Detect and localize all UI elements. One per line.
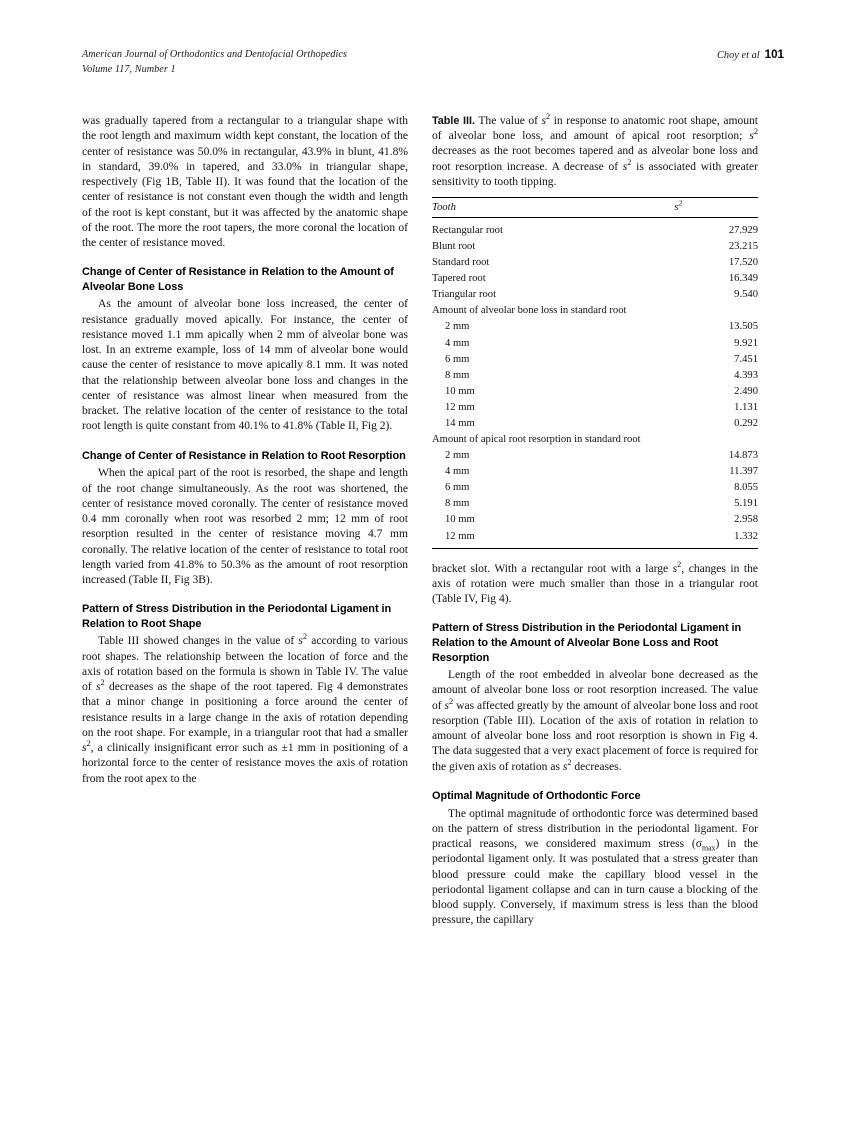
table-iii	[432, 197, 758, 549]
table-row-label: 4 mm	[445, 466, 470, 478]
table-row-value	[641, 432, 758, 448]
heading-stress-distribution-root-shape: Pattern of Stress Distribution in the Periodontal Ligament in Relation to Root Shape	[82, 603, 392, 630]
right-column	[432, 114, 758, 929]
exponent-2: 2	[100, 678, 105, 688]
exponent-2: 2	[567, 757, 572, 767]
table-row-value	[641, 303, 758, 319]
table-row-value: 16.349	[728, 273, 758, 285]
symbol-s: s	[672, 562, 678, 575]
table-row-label: 8 mm	[445, 498, 470, 510]
table-row-label: 2 mm	[445, 450, 470, 462]
table-row-value: 9.921	[734, 337, 758, 349]
paragraph-bracket-slot	[432, 559, 758, 608]
paragraph-root-resorption: When the apical part of the root is resorbed, the shape and length of the root change simultaneously. As the root was shortened, the center of resistance moved coronally. The center of resistance moved 0.4 mm coronally when root was resorbed 2 mm; 12 mm of root resorption resulted in the center of resistance moving 4.7 mm coronally. The relative location of the center of resistance to total root length varied from 41.8% to 50.3% as the amount of root resorption increased (Table II, Fig 3B).	[82, 467, 408, 587]
table-row	[432, 255, 758, 271]
symbol-s: s	[749, 130, 754, 143]
running-head	[82, 48, 784, 84]
volume-issue: Volume 117, Number 1	[82, 63, 176, 75]
text-fragment: , a clinically insignificant error such as ±1 mm in positioning of a horizontal force to the center of resistance moves the axis of rotation from the root apex to the	[82, 742, 408, 785]
table-row-label: Standard root	[432, 257, 490, 269]
table-row-label: Rectangular root	[432, 225, 503, 237]
table-row-value: 9.540	[734, 289, 758, 301]
table-label: Table III.	[432, 115, 476, 127]
table-row	[432, 239, 758, 255]
symbol-s: s	[95, 681, 101, 694]
table-row-label: 6 mm	[445, 482, 470, 494]
text-fragment: Length of the root embedded in alveolar bone decreased as the amount of alveolar bone loss or root resorption increased. The value of	[432, 669, 758, 712]
table-row-value: 2.958	[734, 514, 758, 526]
table-row-label: 12 mm	[445, 401, 475, 413]
table-body	[432, 218, 758, 549]
table-header	[432, 198, 758, 218]
authors-short: Choy et al	[716, 50, 760, 61]
table-row	[432, 480, 758, 496]
journal-title: American Journal of Orthodontics and Dentofacial Orthopedics	[82, 49, 348, 60]
symbol-s: s	[622, 160, 628, 173]
table-row	[432, 218, 758, 239]
symbol-s: s	[562, 760, 568, 773]
table-row	[432, 528, 758, 548]
exponent-2: 2	[449, 696, 454, 706]
symbol-s: s	[541, 115, 547, 127]
paragraph-bone-loss: As the amount of alveolar bone loss increased, the center of resistance gradually moved apically. For instance, the center of resistance moved 1.1 mm apically when 2 mm of alveolar bone was lost. In an extreme example, loss of 14 mm of alveolar bone would cause the center of resistance to move apically 8.1 mm. It was noted that the relationship between alveolar bone loss and changes in the center of resistance was almost linear when measured from the bracket. The relative location of the center of resistance to the total root length is quite constant from 40.1% to 41.8% (Table II, Fig 2).	[82, 298, 408, 433]
table-row-value: 7.451	[734, 353, 758, 365]
table-group-label: Amount of alveolar bone loss in standard root	[432, 305, 627, 317]
table-row-value: 11.397	[729, 466, 758, 478]
exponent-2: 2	[627, 157, 632, 167]
text-fragment: is associated with greater sensitivity to tooth tipping.	[432, 160, 758, 188]
table-row-value: 1.332	[641, 528, 758, 548]
table-row	[432, 464, 758, 480]
symbol-s: s	[82, 742, 87, 755]
subscript-max: max	[701, 843, 716, 853]
table-row-value: 5.191	[734, 498, 758, 510]
text-fragment: decreases as the root becomes tapered and as alveolar bone loss and root resorption increase. A decrease of	[432, 145, 758, 173]
exponent-2: 2	[302, 632, 308, 642]
table-row-value: 2.490	[734, 385, 758, 397]
table-row	[432, 496, 758, 512]
text-fragment: bracket slot. With a rectangular root with a large	[432, 562, 673, 575]
table-bottom-spacer	[432, 549, 758, 562]
heading-stress-distribution-bone-loss-resorption: Pattern of Stress Distribution in the Periodontal Ligament in Relation to the Amount of Alveolar Bone Loss and Root Resorption	[432, 622, 742, 664]
table-row-label: Blunt root	[432, 241, 476, 253]
table-row-label: Tapered root	[432, 273, 486, 285]
table-row-label: Triangular root	[432, 289, 497, 301]
left-column	[82, 114, 408, 787]
text-fragment: was affected greatly by the amount of alveolar bone loss and root resorption (Table III). Location of the axis of rotation in relation to amount of alveolar bone loss and root resorption is shown in Fig 4. The data suggested that a very exact placement of force is required for the given axis of rotation as	[432, 699, 758, 773]
text-fragment: The value of	[475, 115, 542, 127]
table-group-label: Amount of apical root resorption in standard root	[432, 434, 641, 446]
table-row-value: 27.929	[728, 225, 758, 237]
table-row-label: 6 mm	[445, 353, 470, 365]
table-row	[432, 351, 758, 367]
table-row-label: 8 mm	[445, 369, 470, 381]
heading-center-of-resistance-bone-loss: Change of Center of Resistance in Relation to the Amount of Alveolar Bone Loss	[82, 266, 394, 293]
table-row-value: 8.055	[734, 482, 758, 494]
table-row-value: 4.393	[734, 369, 758, 381]
paragraph-root-embedded	[432, 668, 758, 775]
running-head-left	[82, 48, 347, 77]
table-row-label: 14 mm	[445, 417, 475, 429]
table-row-value: 1.131	[734, 401, 758, 413]
table-row-label: 10 mm	[445, 385, 475, 397]
table-row	[432, 335, 758, 351]
text-fragment: , changes in the axis of rotation were much smaller than those in a triangular root (Table IV, Fig 4).	[432, 562, 758, 606]
table-row	[432, 383, 758, 399]
table-caption	[432, 114, 758, 190]
table-row-value: 13.505	[728, 321, 758, 333]
table-row-label: 4 mm	[445, 337, 470, 349]
exponent-2: 2	[86, 739, 91, 749]
table-row	[432, 448, 758, 464]
table-row	[432, 271, 758, 287]
table-row	[432, 399, 758, 415]
table-header-row	[432, 198, 758, 218]
paragraph-continued: was gradually tapered from a rectangular to a triangular shape with the root length and maximum width kept constant, the location of the center of resistance was 50.0% in rectangular, 43.9% in blunt, 41.8% in standard, 39.0% in tapered, and 33.0% in triangular shape, respectively (Fig 1B, Table II). It was found that the location of the center of resistance is not constant even though the width and length of the root is kept constant, but it was affected by the anatomic shape of the root. The more the root tapers, the more coronal the location of the center of resistance moved.	[82, 115, 408, 249]
text-fragment: The optimal magnitude of orthodontic force was determined based on the pattern of stress distribution in the periodontal ligament. For practical reasons, we considered maximum stress (σ	[432, 807, 758, 851]
table-row	[432, 416, 758, 432]
page-number: 101	[764, 48, 784, 61]
symbol-s: s	[444, 699, 450, 712]
table-row	[432, 287, 758, 303]
table-row-value: 14.873	[728, 450, 758, 462]
text-fragment: decreases as the shape of the root tapered. Fig 4 demonstrates that a minor change in positioning a force around the center of resistance results in a large change in the axis of rotation depending on the root shape. For example, in a triangular root that had a smaller	[82, 681, 408, 739]
paragraph-stress-root-shape	[82, 634, 408, 787]
table-row	[432, 367, 758, 383]
column-header-tooth: Tooth	[432, 198, 641, 218]
table-row-label: 12 mm	[432, 528, 641, 548]
text-fragment: according to various root shapes. The relationship between the location of force and the axis of rotation based on the formula is shown in Table IV. The value of	[82, 635, 408, 694]
heading-optimal-magnitude: Optimal Magnitude of Orthodontic Force	[432, 789, 641, 802]
table-row	[432, 319, 758, 335]
table-row-label: 2 mm	[445, 321, 470, 333]
paragraph-optimal-force	[432, 807, 758, 929]
text-fragment: ) in the periodontal ligament only. It was postulated that a stress greater than blood pressure could make the capillary blood vessel in the periodontal ligament collapse and can in turn cause a blocking of the blood supply. Conversely, if maximum stress is less than the blood pressure, the capillary	[432, 838, 758, 927]
table-group-row	[432, 432, 758, 448]
heading-center-of-resistance-root-resorption: Change of Center of Resistance in Relation to Root Resorption	[82, 449, 406, 462]
exponent-2: 2	[546, 112, 551, 122]
table-row-label: 10 mm	[445, 514, 475, 526]
table-group-row	[432, 303, 758, 319]
running-head-right	[717, 48, 784, 64]
text-fragment: in response to anatomic root shape, amount of alveolar bone loss, and amount of apical root resorption;	[432, 115, 758, 143]
exponent-2: 2	[753, 127, 758, 137]
table-row-value: 0.292	[734, 417, 758, 429]
exponent-2: 2	[677, 559, 682, 569]
symbol-s: s	[298, 635, 303, 648]
column-header-s-squared: $s^2$	[641, 198, 758, 218]
table-row-value: 23.215	[728, 241, 758, 253]
table-row	[432, 512, 758, 528]
text-fragment: decreases.	[571, 760, 622, 773]
text-fragment: Table III showed changes in the value of	[98, 635, 299, 648]
table-row-value: 17.520	[728, 257, 758, 269]
